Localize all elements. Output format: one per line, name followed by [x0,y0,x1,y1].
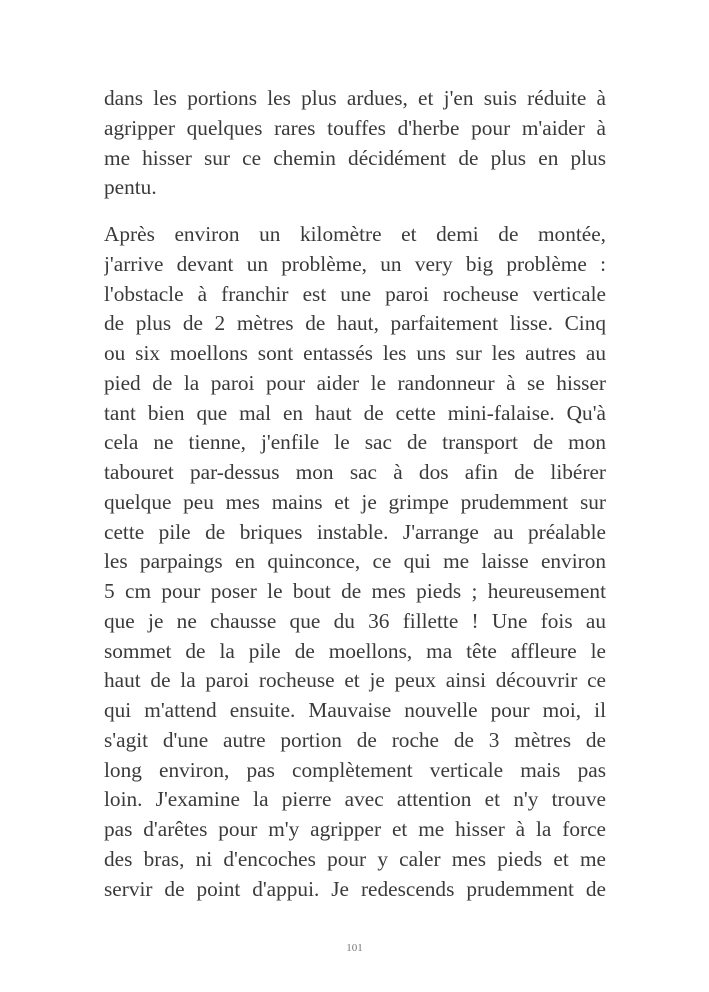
paragraph-1 [104,84,606,203]
text-line: des bras, ni d'encoches pour y caler mes pieds et me [104,846,606,871]
text-line: l'obstacle à franchir est une paroi rocheuse verticale [104,281,606,306]
text-line: tant bien que mal en haut de cette mini-falaise. Qu'à [104,400,606,425]
text-line: pas d'arêtes pour m'y agripper et me hisser à la force [104,817,606,841]
text-line: haut de la paroi rocheuse et je peux ainsi découvrir ce [104,668,606,693]
text-line: pentu. [104,175,157,200]
text-line: 5 cm pour poser le bout de mes pieds ; heureusement [104,579,606,603]
text-line: servir de point d'appui. Je redescends prudemment de [104,876,606,901]
text-line: cette pile de briques instable. J'arrange au préalable [104,519,606,544]
text-line: cela ne tienne, j'enfile le sac de transport de mon [104,430,606,455]
text-line: Après environ un kilomètre et demi de montée, [104,222,606,246]
text-line: loin. J'examine la pierre avec attention et n'y trouve [104,787,606,812]
text-line: long environ, pas complètement verticale mais pas [104,757,606,782]
text-line: de plus de 2 mètres de haut, parfaitement lisse. Cinq [104,311,606,336]
text-line: dans les portions les plus ardues, et j'en suis réduite à [104,86,606,110]
text-line: que je ne chausse que du 36 fillette ! Une fois au [104,608,606,633]
paragraph-2 [104,220,606,904]
text-line: les parpaings en quinconce, ce qui me laisse environ [104,549,606,574]
text-line: ou six moellons sont entassés les uns sur les autres au [104,341,606,365]
text-line: j'arrive devant un problème, un very big problème : [104,251,606,276]
text-line: tabouret par-dessus mon sac à dos afin de libérer [104,460,606,484]
text-line: qui m'attend ensuite. Mauvaise nouvelle pour moi, il [104,698,606,722]
text-line: sommet de la pile de moellons, ma tête affleure le [104,638,606,663]
text-line: pied de la paroi pour aider le randonneur à se hisser [104,370,606,395]
page-number: 101 [346,942,363,954]
text-line: quelque peu mes mains et je grimpe prudemment sur [104,489,606,514]
text-line: agripper quelques rares touffes d'herbe pour m'aider à [104,115,606,140]
text-line: s'agit d'une autre portion de roche de 3 mètres de [104,727,606,752]
text-line: me hisser sur ce chemin décidément de plus en plus [104,145,606,170]
